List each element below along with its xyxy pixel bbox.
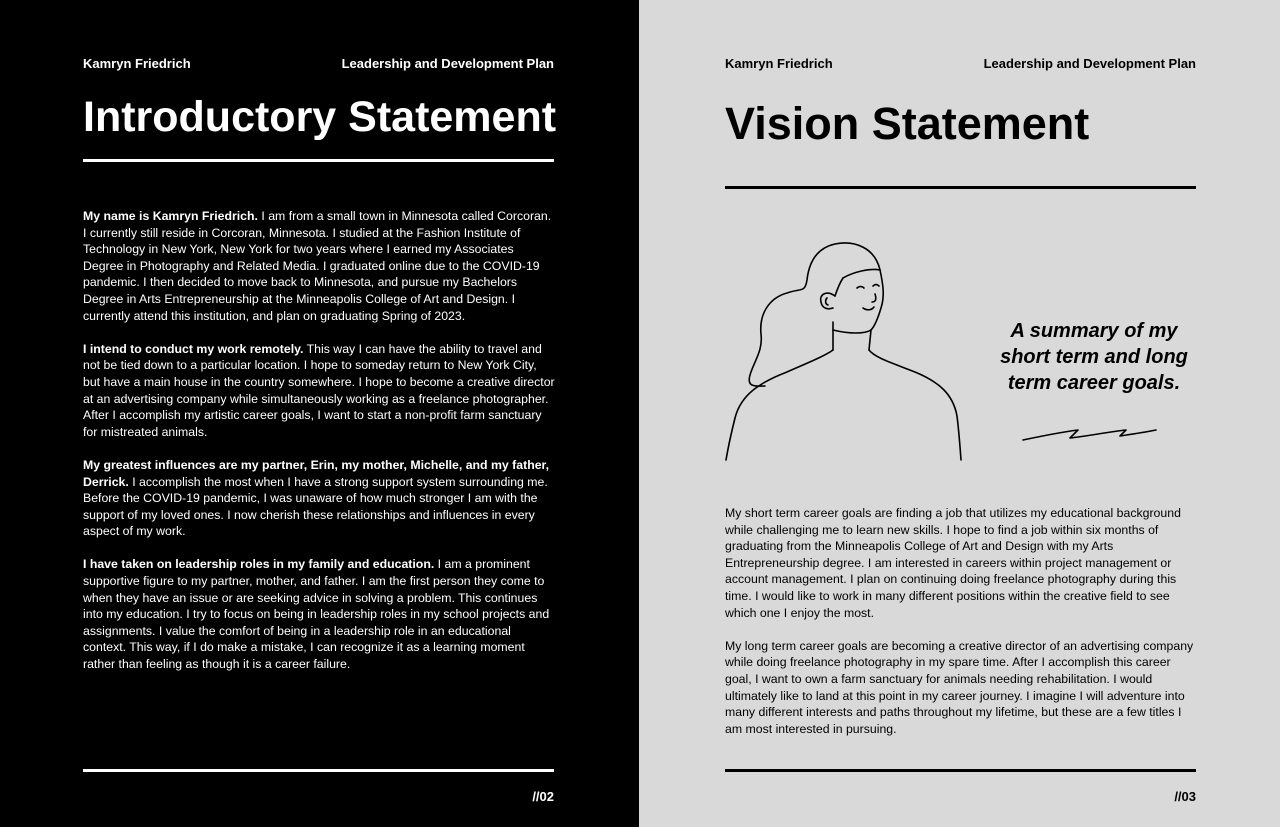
paragraph xyxy=(83,341,556,441)
divider-bottom xyxy=(725,769,1196,772)
page-heading: Introductory Statement xyxy=(83,93,557,141)
page-number: //03 xyxy=(1174,789,1196,804)
paragraph-lead: I intend to conduct my work remotely. xyxy=(83,341,304,356)
page-left-introductory xyxy=(0,0,639,827)
summary-callout: A summary of my short term and long term career goals. xyxy=(1000,320,1188,394)
page-header xyxy=(725,56,1196,71)
author-name: Kamryn Friedrich xyxy=(83,56,191,71)
paragraph-text: I am a prominent supportive figure to my partner, mother, and father. I am the first person they come to when they have an issue or are seeking advice in solving a problem. This continues into my education. I try to focus on being in leadership roles in my school projects and assignments. I value the comfort of being in a leadership role in an educational context. This way, if I do make a mistake, I can recognize it as a learning moment rather than feeling as though it is a career failure. xyxy=(83,557,550,672)
squiggle-underline-icon xyxy=(1022,422,1158,444)
document-title: Leadership and Development Plan xyxy=(983,56,1196,71)
paragraph-lead: My greatest influences are my partner, Erin, my mother, Michelle, and my father, Derrick. xyxy=(83,457,550,489)
paragraph xyxy=(83,556,556,672)
divider-top xyxy=(725,186,1196,189)
paragraph-text: I am from a small town in Minnesota called Corcoran. I currently still reside in Corcoran, Minnesota. I studied at the Fashion Institute of Technology in New York, New York for two years where I earned my Associates Degree in Photography and Related Media. I graduated online due to the COVID-19 pandemic. I then decided to move back to Minnesota, and pursue my Bachelors Degree in Arts Entrepreneurship at the Minneapolis College of Art and Design. I currently attend this institution, and plan on graduating Spring of 2023. xyxy=(83,209,552,323)
woman-portrait-line-drawing-icon xyxy=(725,238,965,463)
page-right-vision xyxy=(639,0,1280,827)
paragraph-text: I accomplish the most when I have a strong support system surrounding me. Before the COVID-19 pandemic, I was unaware of how much stronger I am with the support of my loved ones. I now cherish these relationships and influences in every aspect of my work. xyxy=(83,474,548,539)
divider-top xyxy=(83,159,554,162)
page-header xyxy=(83,56,554,71)
page-number: //02 xyxy=(532,789,554,804)
divider-bottom xyxy=(83,769,554,772)
page-heading: Vision Statement xyxy=(725,98,1090,149)
paragraph xyxy=(83,457,556,540)
vision-body xyxy=(725,505,1195,754)
paragraph-lead: My name is Kamryn Friedrich. xyxy=(83,209,258,223)
paragraph xyxy=(83,208,556,324)
intro-body xyxy=(83,208,556,689)
paragraph: My long term career goals are becoming a creative director of an advertising company while doing freelance photography in my spare time. After I accomplish this career goal, I want to own a farm sanctuary for animals needing rehabilitation. I would ultimately like to land at this point in my career journey. I imagine I will adventure into many different interests and paths throughout my lifetime, but these are a few titles I am most interested in pursuing. xyxy=(725,638,1194,736)
document-title: Leadership and Development Plan xyxy=(341,56,554,71)
author-name: Kamryn Friedrich xyxy=(725,56,833,71)
paragraph-lead: I have taken on leadership roles in my family and education. xyxy=(83,557,435,572)
paragraph-text: This way I can have the ability to travel and not be tied down to a particular location. I hope to someday return to New York City, but have a main house in the country somewhere. I hope to become a creative director at an advertising company while simultaneously working as a freelance photographer. After I accomplish my artistic career goals, I want to start a non-profit farm sanctuary for mistreated animals. xyxy=(83,341,555,439)
paragraph: My short term career goals are finding a job that utilizes my educational background while challenging me to learn new skills. I hope to find a job within six months of graduating from the Minneapolis College of Art and Design with my Arts Entrepreneurship degree. I am interested in careers within project management or account management. I plan on continuing doing freelance photography during this time. I would like to work in many different positions within the creative field to see which one I enjoy the most. xyxy=(725,506,1181,620)
